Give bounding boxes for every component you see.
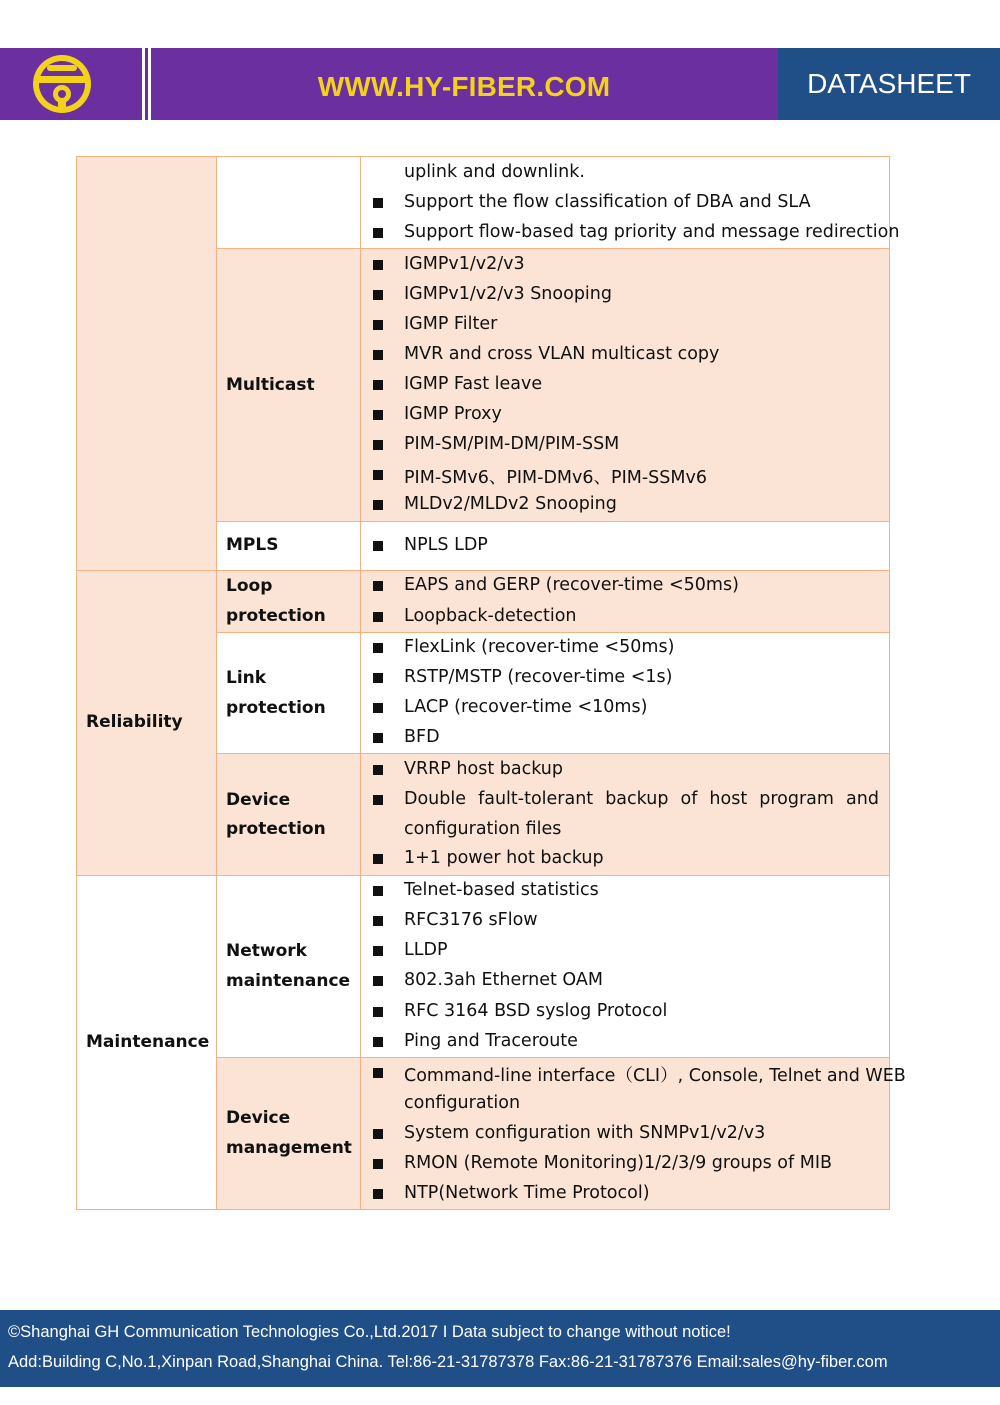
bullet-icon (373, 976, 383, 986)
detail-text: BFD (404, 727, 440, 747)
detail-word: fault-tolerant (478, 789, 594, 809)
bullet-icon (373, 320, 383, 330)
detail-text: Support flow-based tag priority and message redirection (404, 222, 900, 242)
detail-text: EAPS and GERP (recover-time <50ms) (404, 575, 739, 595)
category-label: Reliability (86, 712, 183, 732)
bullet-icon (373, 612, 383, 622)
detail-text: IGMPv1/v2/v3 Snooping (404, 284, 612, 304)
bullet-icon (373, 886, 383, 896)
contact-text: Add:Building C,No.1,Xinpan Road,Shanghai China. Tel:86-21-31787378 Fax:86-21-31787376 Email:sales@hy-fiber.com (8, 1353, 888, 1371)
detail-text: System configuration with SNMPv1/v2/v3 (404, 1123, 766, 1143)
feature-label: protection (226, 606, 326, 626)
detail-text: Ping and Traceroute (404, 1031, 578, 1051)
detail-text: 802.3ah Ethernet OAM (404, 970, 603, 990)
detail-text: MLDv2/MLDv2 Snooping (404, 494, 617, 514)
feature-label: maintenance (226, 971, 351, 991)
datasheet-label: DATASHEET (807, 68, 971, 99)
feature-cell (216, 156, 361, 249)
feature-label: management (226, 1138, 352, 1158)
detail-text: Loopback-detection (404, 606, 577, 626)
bullet-icon (373, 410, 383, 420)
bullet-icon (373, 1037, 383, 1047)
bullet-icon (373, 260, 383, 270)
detail-text: RFC3176 sFlow (404, 910, 538, 930)
bullet-icon (373, 795, 383, 805)
bullet-icon (373, 198, 383, 208)
feature-label: protection (226, 698, 326, 718)
detail-text: LLDP (404, 940, 448, 960)
bullet-icon (373, 500, 383, 510)
bullet-icon (373, 581, 383, 591)
feature-cell-network-maintenance (216, 875, 361, 1058)
detail-text: NPLS LDP (404, 535, 488, 555)
bullet-icon (373, 703, 383, 713)
feature-label: Link (226, 668, 267, 688)
bullet-icon (373, 1189, 383, 1199)
detail-text: Support the flow classification of DBA and SLA (404, 192, 811, 212)
justified-line (404, 789, 879, 809)
detail-text: uplink and downlink. (404, 162, 585, 182)
detail-text: Command-line interface（CLI）, Console, Telnet and WEB (404, 1066, 906, 1086)
detail-text: FlexLink (recover-time <50ms) (404, 637, 675, 657)
category-label: Maintenance (86, 1032, 210, 1052)
feature-label: Network (226, 941, 307, 961)
feature-label: protection (226, 819, 326, 839)
detail-text: Telnet-based statistics (404, 880, 599, 900)
detail-text: RFC 3164 BSD syslog Protocol (404, 1001, 668, 1021)
website-url[interactable]: WWW.HY-FIBER.COM (317, 71, 611, 102)
bullet-icon (373, 1068, 383, 1078)
header-banner (0, 48, 1000, 120)
header-divider (142, 48, 145, 120)
detail-text: PIM-SMv6、PIM-DMv6、PIM-SSMv6 (404, 468, 707, 488)
bullet-icon (373, 1007, 383, 1017)
detail-word: host (709, 789, 748, 809)
bullet-icon (373, 765, 383, 775)
feature-label: Device (226, 790, 291, 810)
feature-label: Loop (226, 576, 273, 596)
detail-word: program (759, 789, 834, 809)
detail-text: LACP (recover-time <10ms) (404, 697, 648, 717)
feature-cell-device-management (216, 1057, 361, 1210)
detail-text: IGMP Fast leave (404, 374, 543, 394)
bullet-icon (373, 541, 383, 551)
feature-label: MPLS (226, 535, 279, 555)
bullet-icon (373, 290, 383, 300)
detail-text: MVR and cross VLAN multicast copy (404, 344, 720, 364)
category-cell (76, 156, 217, 571)
bullet-icon (373, 673, 383, 683)
feature-label: Multicast (226, 375, 315, 395)
bullet-icon (373, 854, 383, 864)
bullet-icon (373, 733, 383, 743)
feature-cell-device-protection (216, 753, 361, 876)
bullet-icon (373, 643, 383, 653)
detail-text: IGMP Filter (404, 314, 498, 334)
bullet-icon (373, 946, 383, 956)
feature-label: Device (226, 1108, 291, 1128)
detail-text: RSTP/MSTP (recover-time <1s) (404, 667, 673, 687)
detail-text: configuration (404, 1093, 521, 1113)
logo-mark (0, 48, 140, 120)
footer-banner (0, 1310, 1000, 1387)
bullet-icon (373, 440, 383, 450)
detail-text: PIM-SM/PIM-DM/PIM-SSM (404, 434, 620, 454)
bullet-icon (373, 916, 383, 926)
datasheet-block (778, 48, 1000, 120)
detail-word: Double (404, 789, 467, 809)
detail-text: IGMPv1/v2/v3 (404, 254, 525, 274)
detail-text: configuration files (404, 819, 562, 839)
feature-cell-link (216, 632, 361, 754)
copyright-text: ©Shanghai GH Communication Technologies Co.,Ltd.2017 I Data subject to change without notice! (8, 1323, 731, 1341)
detail-text: NTP(Network Time Protocol) (404, 1183, 650, 1203)
bullet-icon (373, 228, 383, 238)
detail-word: backup (605, 789, 669, 809)
detail-word: of (680, 789, 698, 809)
detail-text: IGMP Proxy (404, 404, 502, 424)
bullet-icon (373, 470, 383, 480)
bullet-icon (373, 1129, 383, 1139)
bullet-icon (373, 350, 383, 360)
detail-text: RMON (Remote Monitoring)1/2/3/9 groups of MIB (404, 1153, 832, 1173)
bullet-icon (373, 1159, 383, 1169)
bullet-icon (373, 380, 383, 390)
company-logo (0, 48, 140, 120)
detail-text: 1+1 power hot backup (404, 848, 604, 868)
detail-text: VRRP host backup (404, 759, 563, 779)
detail-word: and (846, 789, 879, 809)
